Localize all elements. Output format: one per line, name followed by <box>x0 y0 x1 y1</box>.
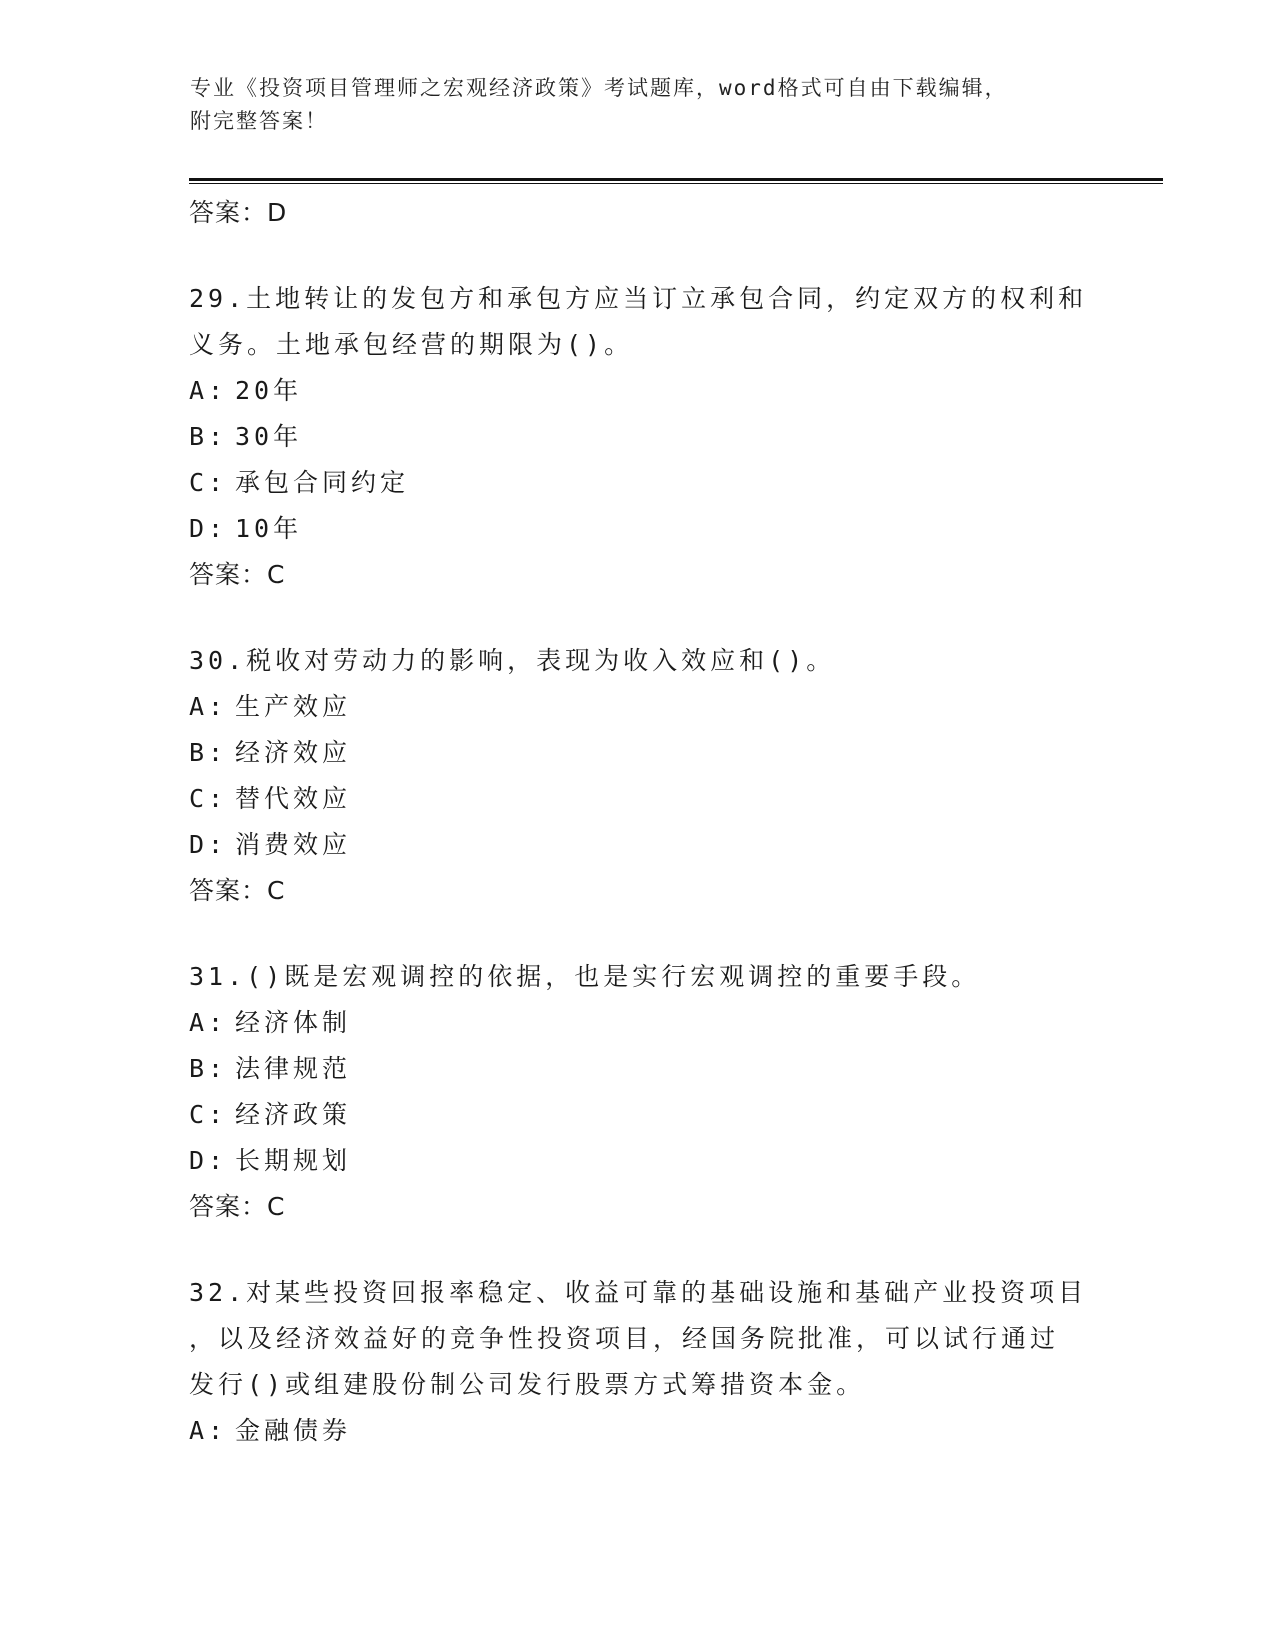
option-text: 生产效应 <box>235 692 352 721</box>
question-list <box>189 190 1089 1454</box>
question-stem-line: 发行()或组建股份制公司发行股票方式筹措资本金。 <box>189 1370 866 1399</box>
option-label: B: <box>189 1054 228 1083</box>
option-a <box>189 684 1089 730</box>
question-30 <box>189 638 1089 914</box>
option-text: 经济体制 <box>235 1008 352 1037</box>
option-text: 金融债券 <box>235 1416 352 1445</box>
option-text: 经济效应 <box>235 738 352 767</box>
option-b <box>189 730 1089 776</box>
option-a <box>189 1000 1089 1046</box>
question-stem-line: 30.税收对劳动力的影响，表现为收入效应和()。 <box>189 646 836 675</box>
option-b <box>189 414 1089 460</box>
header-divider-thick <box>189 178 1163 181</box>
header-line-2: 附完整答案！ <box>190 109 328 133</box>
option-text: 20年 <box>235 376 303 405</box>
question-32 <box>189 1270 1089 1454</box>
question-stem-line: 29.土地转让的发包方和承包方应当订立承包合同，约定双方的权利和 <box>189 284 1088 313</box>
option-a <box>189 368 1089 414</box>
option-label: A: <box>189 1416 228 1445</box>
option-text: 经济政策 <box>235 1100 352 1129</box>
option-d <box>189 1138 1089 1184</box>
header-divider-thin <box>189 183 1163 184</box>
option-text: 替代效应 <box>235 784 352 813</box>
option-label: A: <box>189 376 228 405</box>
option-text: 消费效应 <box>235 830 352 859</box>
question-stem-line: 义务。土地承包经营的期限为()。 <box>189 330 634 359</box>
option-label: D: <box>189 514 228 543</box>
option-label: C: <box>189 784 228 813</box>
option-text: 长期规划 <box>235 1146 352 1175</box>
option-c <box>189 1092 1089 1138</box>
option-text: 承包合同约定 <box>235 468 410 497</box>
answer-line: 答案：C <box>189 560 286 589</box>
answer-line: 答案：D <box>189 198 288 227</box>
option-text: 法律规范 <box>235 1054 352 1083</box>
option-text: 10年 <box>235 514 303 543</box>
option-label: B: <box>189 738 228 767</box>
option-d <box>189 506 1089 552</box>
option-label: C: <box>189 468 228 497</box>
option-label: D: <box>189 1146 228 1175</box>
answer-line: 答案：C <box>189 1192 286 1221</box>
option-c <box>189 460 1089 506</box>
question-stem-line: 31.()既是宏观调控的依据，也是实行宏观调控的重要手段。 <box>189 962 981 991</box>
option-d <box>189 822 1089 868</box>
header-line-1: 专业《投资项目管理师之宏观经济政策》考试题库，word格式可自由下载编辑， <box>190 76 1008 100</box>
option-a <box>189 1408 1089 1454</box>
question-stem-line: ，以及经济效益好的竞争性投资项目，经国务院批准，可以试行通过 <box>189 1324 1060 1353</box>
option-text: 30年 <box>235 422 303 451</box>
option-c <box>189 776 1089 822</box>
question-stem-line: 32.对某些投资回报率稳定、收益可靠的基础设施和基础产业投资项目 <box>189 1278 1088 1307</box>
option-label: C: <box>189 1100 228 1129</box>
option-label: B: <box>189 422 228 451</box>
option-b <box>189 1046 1089 1092</box>
option-label: A: <box>189 1008 228 1037</box>
question-31 <box>189 954 1089 1230</box>
document-header <box>190 72 1090 138</box>
option-label: D: <box>189 830 228 859</box>
answer-line: 答案：C <box>189 876 286 905</box>
option-label: A: <box>189 692 228 721</box>
question-29 <box>189 276 1089 598</box>
